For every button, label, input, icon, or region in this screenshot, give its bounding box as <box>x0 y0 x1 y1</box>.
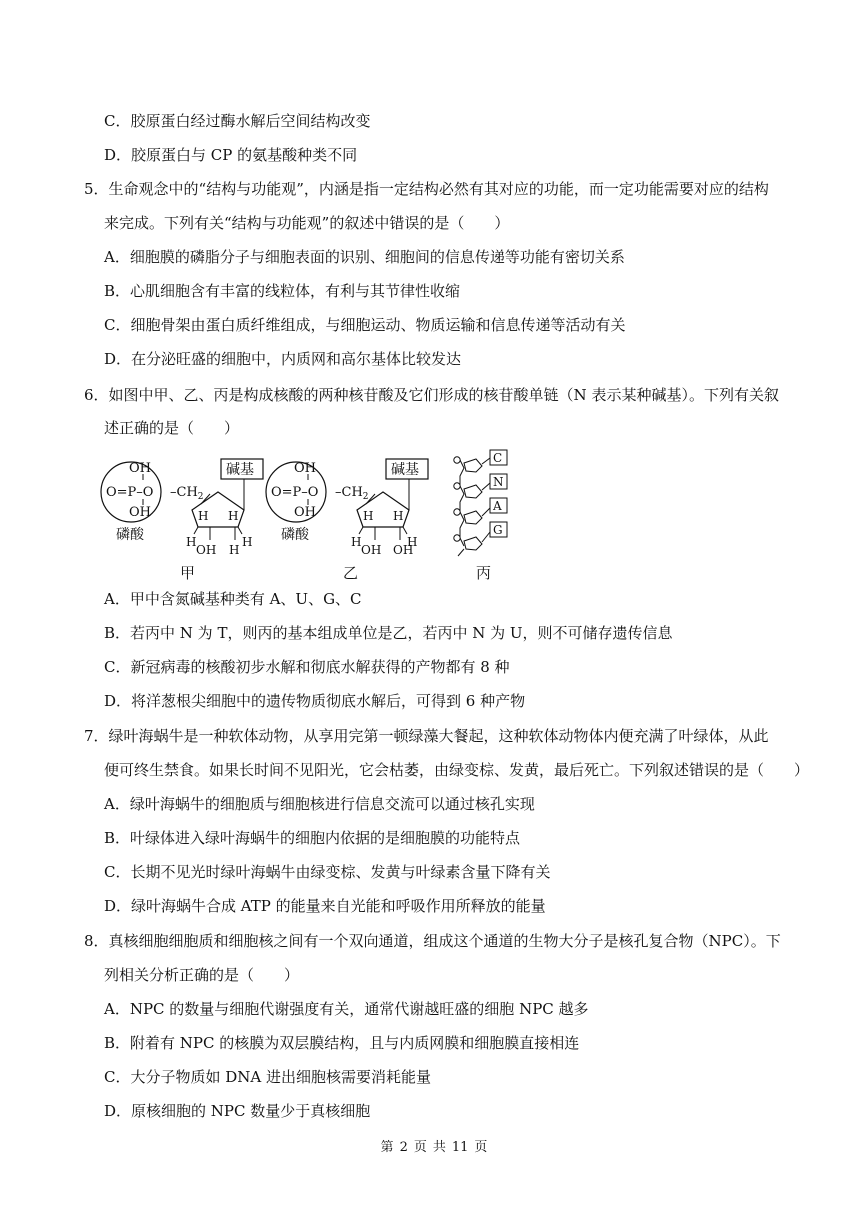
yi-phosphate-core: O=P–O <box>271 485 319 500</box>
label-bing: 丙 <box>476 564 492 582</box>
nucleotide-yi <box>266 459 428 582</box>
yi-oh-top: OH <box>294 461 316 476</box>
jia-phosphate-label: 磷酸 <box>116 527 144 543</box>
q5-stem: 5．生命观念中的“结构与功能观”，内涵是指一定结构必然有其对应的功能，而一定功能需要对应的结构 <box>84 180 769 198</box>
q5-stem-cont: 来完成。下列有关“结构与功能观”的叙述中错误的是（ ） <box>104 214 510 232</box>
q6-stem-cont: 述正确的是（ ） <box>104 419 240 437</box>
yi-oh-sugar-1: OH <box>361 543 382 557</box>
jia-oh-bottom: OH <box>129 505 151 520</box>
q5-option-c: C．细胞骨架由蛋白质纤维组成，与细胞运动、物质运输和信息传递等活动有关 <box>104 316 626 334</box>
yi-oh-bottom: OH <box>294 505 316 520</box>
q6-option-c: C．新冠病毒的核酸初步水解和彻底水解获得的产物都有 8 种 <box>104 658 510 676</box>
q8-option-d: D．原核细胞的 NPC 数量少于真核细胞 <box>104 1102 371 1120</box>
q5-option-b: B．心肌细胞含有丰富的线粒体，有利与其节律性收缩 <box>104 282 461 300</box>
yi-h2: H <box>393 509 404 523</box>
jia-oh-top: OH <box>129 461 151 476</box>
chain-base-4: G <box>493 523 503 537</box>
jia-h3: H <box>186 535 197 549</box>
nucleotide-jia <box>101 459 263 582</box>
q7-stem-cont: 便可终生禁食。如果长时间不见阳光，它会枯萎，由绿变棕、发黄，最后死亡。下列叙述错误的是（ ） <box>104 761 810 779</box>
q8-option-a: A．NPC 的数量与细胞代谢强度有关，通常代谢越旺盛的细胞 NPC 越多 <box>104 1000 589 1018</box>
chain-base-2: N <box>493 475 504 489</box>
yi-ch2: $-CH_2$ <box>335 485 369 502</box>
jia-oh-sugar: OH <box>196 543 217 557</box>
q8-stem: 8．真核细胞细胞质和细胞核之间有一个双向通道，组成这个通道的生物大分子是核孔复合物（NPC）。下 <box>84 932 781 950</box>
q4-option-d: D．胶原蛋白与 CP 的氨基酸种类不同 <box>104 146 358 164</box>
q7-option-b: B．叶绿体进入绿叶海蜗牛的细胞内依据的是细胞膜的功能特点 <box>104 829 521 847</box>
q8-option-c: C．大分子物质如 DNA 进出细胞核需要消耗能量 <box>104 1068 431 1086</box>
q5-option-d: D．在分泌旺盛的细胞中，内质网和高尔基体比较发达 <box>104 350 462 368</box>
yi-phosphate-label: 磷酸 <box>281 527 309 543</box>
footer-gong: 共 <box>432 1140 446 1155</box>
yi-h4: H <box>407 535 418 549</box>
q7-option-a: A．绿叶海蜗牛的细胞质与细胞核进行信息交流可以通过核孔实现 <box>104 795 535 813</box>
jia-phosphate-core: O=P–O <box>106 485 154 500</box>
jia-h2: H <box>228 509 239 523</box>
chain-base-1: C <box>493 451 503 465</box>
q7-stem: 7．绿叶海蜗牛是一种软体动物，从享用完第一顿绿藻大餐起，这种软体动物体内便充满了叶绿体，从此 <box>84 727 769 745</box>
yi-h3: H <box>351 535 362 549</box>
footer-di: 第 <box>380 1140 394 1155</box>
footer-ye-2: 页 <box>474 1140 488 1155</box>
jia-h5: H <box>229 543 240 557</box>
q8-stem-cont: 列相关分析正确的是（ ） <box>104 966 300 984</box>
jia-h1: H <box>198 509 209 523</box>
q8-option-b: B．附着有 NPC 的核膜为双层膜结构，且与内质网膜和细胞膜直接相连 <box>104 1034 580 1052</box>
yi-h1: H <box>363 509 374 523</box>
q6-stem: 6．如图中甲、乙、丙是构成核酸的两种核苷酸及它们形成的核苷酸单链（N 表示某种碱基）。下列有关叙 <box>84 386 779 404</box>
label-jia: 甲 <box>180 564 196 582</box>
q7-option-c: C．长期不见光时绿叶海蜗牛由绿变棕、发黄与叶绿素含量下降有关 <box>104 863 551 881</box>
nucleotide-chain-bing <box>454 450 507 582</box>
page-footer <box>0 1139 868 1157</box>
footer-page-number: 2 <box>399 1140 408 1155</box>
label-yi: 乙 <box>343 564 359 582</box>
footer-total-pages: 11 <box>451 1140 469 1155</box>
q6-option-b: B．若丙中 N 为 T，则丙的基本组成单位是乙，若丙中 N 为 U，则不可储存遗传信息 <box>104 624 673 642</box>
nucleotide-figure <box>98 448 528 584</box>
jia-base-label: 碱基 <box>226 462 254 478</box>
footer-ye-1: 页 <box>413 1140 427 1155</box>
q7-option-d: D．绿叶海蜗牛合成 ATP 的能量来自光能和呼吸作用所释放的能量 <box>104 897 546 915</box>
jia-h4: H <box>242 535 253 549</box>
yi-oh-sugar-2: OH <box>393 543 414 557</box>
q6-option-d: D．将洋葱根尖细胞中的遗传物质彻底水解后，可得到 6 种产物 <box>104 692 526 710</box>
chain-base-3: A <box>493 499 502 513</box>
yi-base-label: 碱基 <box>391 462 419 478</box>
jia-ch2: $-CH_2$ <box>170 485 204 502</box>
q5-option-a: A．细胞膜的磷脂分子与细胞表面的识别、细胞间的信息传递等功能有密切关系 <box>104 248 625 266</box>
q4-option-c: C．胶原蛋白经过酶水解后空间结构改变 <box>104 112 371 130</box>
q6-option-a: A．甲中含氮碱基种类有 A、U、G、C <box>104 590 362 608</box>
